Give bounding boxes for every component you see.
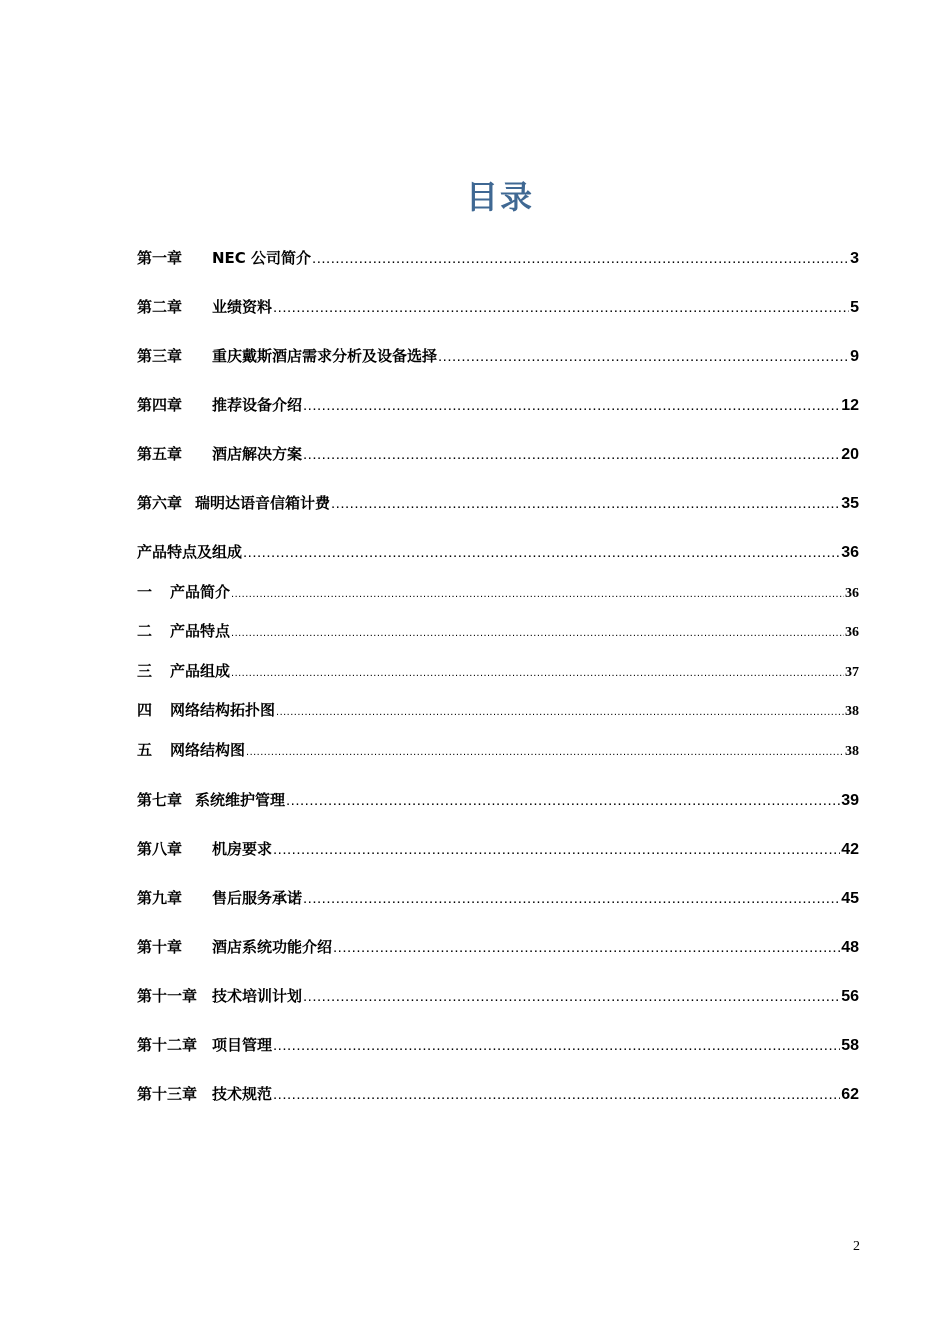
toc-dot-leader	[231, 667, 844, 679]
toc-entry-page: 12	[841, 397, 859, 414]
toc-entry-number: 第二章	[137, 298, 183, 316]
toc-entry-page: 62	[841, 1086, 859, 1103]
toc-entry-number: 第四章	[137, 396, 183, 414]
toc-entry-page: 56	[841, 988, 859, 1005]
toc-entry[interactable]	[137, 838, 859, 859]
toc-dot-leader	[331, 495, 840, 512]
toc-dot-leader	[276, 706, 844, 718]
toc-dot-leader	[312, 250, 849, 267]
toc-entry[interactable]	[137, 1083, 859, 1104]
toc-entry-label: 酒店系统功能介绍	[212, 938, 333, 956]
toc-entry-number: 一	[137, 583, 153, 601]
toc-entry[interactable]	[137, 345, 859, 366]
toc-entry[interactable]	[137, 581, 859, 602]
toc-entry[interactable]	[137, 247, 859, 268]
toc-entry[interactable]	[137, 492, 859, 513]
toc-dot-leader	[246, 746, 844, 758]
toc-entry-page: 38	[845, 704, 859, 719]
toc-dot-leader	[303, 890, 840, 907]
toc-dot-leader	[273, 841, 840, 858]
toc-entry[interactable]	[137, 660, 859, 681]
toc-entry[interactable]	[137, 1034, 859, 1055]
toc-entry-number: 第五章	[137, 445, 183, 463]
page-number: 2	[853, 1239, 860, 1254]
toc-entry-page: 37	[845, 665, 859, 680]
toc-dot-leader	[303, 446, 840, 463]
toc-entry[interactable]	[137, 985, 859, 1006]
toc-entry-label: 业绩资料	[212, 298, 273, 316]
toc-dot-leader	[273, 299, 849, 316]
toc-entry[interactable]	[137, 789, 859, 810]
toc-dot-leader	[231, 627, 844, 639]
toc-entry-label: 网络结构图	[170, 741, 246, 759]
toc-entry-label: 机房要求	[212, 840, 273, 858]
toc-entry-page: 48	[841, 939, 859, 956]
toc-dot-leader	[286, 792, 840, 809]
toc-entry-number: 五	[137, 741, 153, 759]
toc-entry-label: 技术规范	[212, 1085, 273, 1103]
toc-entry-number: 第七章	[137, 791, 183, 809]
toc-entry-number: 二	[137, 622, 153, 640]
toc-dot-leader	[438, 348, 849, 365]
toc-entry-page: 20	[841, 446, 859, 463]
toc-entry[interactable]	[137, 443, 859, 464]
toc-entry-label: 产品特点	[170, 622, 231, 640]
toc-title: 目录	[465, 178, 534, 216]
toc-entry-label: 推荐设备介绍	[212, 396, 303, 414]
toc-entry-page: 35	[841, 495, 859, 512]
toc-dot-leader	[303, 397, 840, 414]
toc-dot-leader	[273, 1037, 840, 1054]
toc-entry-page: 36	[845, 625, 859, 640]
toc-entry-page: 45	[841, 890, 859, 907]
toc-entry-page: 36	[841, 544, 859, 561]
toc-entry-number: 第十章	[137, 938, 183, 956]
toc-entry-page: 3	[850, 250, 859, 267]
toc-entry-label: 项目管理	[212, 1036, 273, 1054]
toc-entry-label: 产品组成	[170, 662, 231, 680]
toc-dot-leader	[333, 939, 840, 956]
toc-entry-number: 第十三章	[137, 1085, 198, 1103]
toc-entry-page: 5	[850, 299, 859, 316]
toc-dot-leader	[303, 988, 840, 1005]
toc-dot-leader	[231, 588, 844, 600]
toc-entry-page: 9	[850, 348, 859, 365]
toc-entry-number: 第三章	[137, 347, 183, 365]
toc-entry-number: 第六章	[137, 494, 183, 512]
toc-entry-number: 第十一章	[137, 987, 198, 1005]
toc-entry-label: 瑞明达语音信箱计费	[195, 494, 331, 512]
toc-entry-label: 系统维护管理	[195, 791, 286, 809]
toc-entry-page: 39	[841, 792, 859, 809]
toc-entry-number: 三	[137, 662, 153, 680]
toc-entry-number: 第一章	[137, 249, 183, 267]
toc-entry-label: 重庆戴斯酒店需求分析及设备选择	[212, 347, 438, 365]
toc-entry[interactable]	[137, 739, 859, 760]
toc-entry-number: 第八章	[137, 840, 183, 858]
toc-entry-label: 售后服务承诺	[212, 889, 303, 907]
toc-entry-number: 四	[137, 701, 153, 719]
toc-entry-page: 58	[841, 1037, 859, 1054]
toc-entry-number: 第九章	[137, 889, 183, 907]
toc-entry[interactable]	[137, 620, 859, 641]
toc-entry-label: 产品特点及组成	[137, 543, 243, 561]
toc-entry-label: NEC 公司简介	[212, 249, 312, 267]
toc-entry[interactable]	[137, 936, 859, 957]
toc-entry-label: 产品简介	[170, 583, 231, 601]
toc-entry-page: 42	[841, 841, 859, 858]
toc-entry[interactable]	[137, 699, 859, 720]
toc-entry[interactable]	[137, 296, 859, 317]
toc-entry-label: 酒店解决方案	[212, 445, 303, 463]
toc-entry-label: 网络结构拓扑图	[170, 701, 276, 719]
toc-entry-page: 38	[845, 744, 859, 759]
toc-entry-label: 技术培训计划	[212, 987, 303, 1005]
toc-entry[interactable]	[137, 394, 859, 415]
toc-entry-page: 36	[845, 586, 859, 601]
toc-dot-leader	[273, 1086, 840, 1103]
toc-entry[interactable]	[137, 541, 859, 562]
toc-entry-number: 第十二章	[137, 1036, 198, 1054]
toc-dot-leader	[243, 544, 840, 561]
toc-entry[interactable]	[137, 887, 859, 908]
